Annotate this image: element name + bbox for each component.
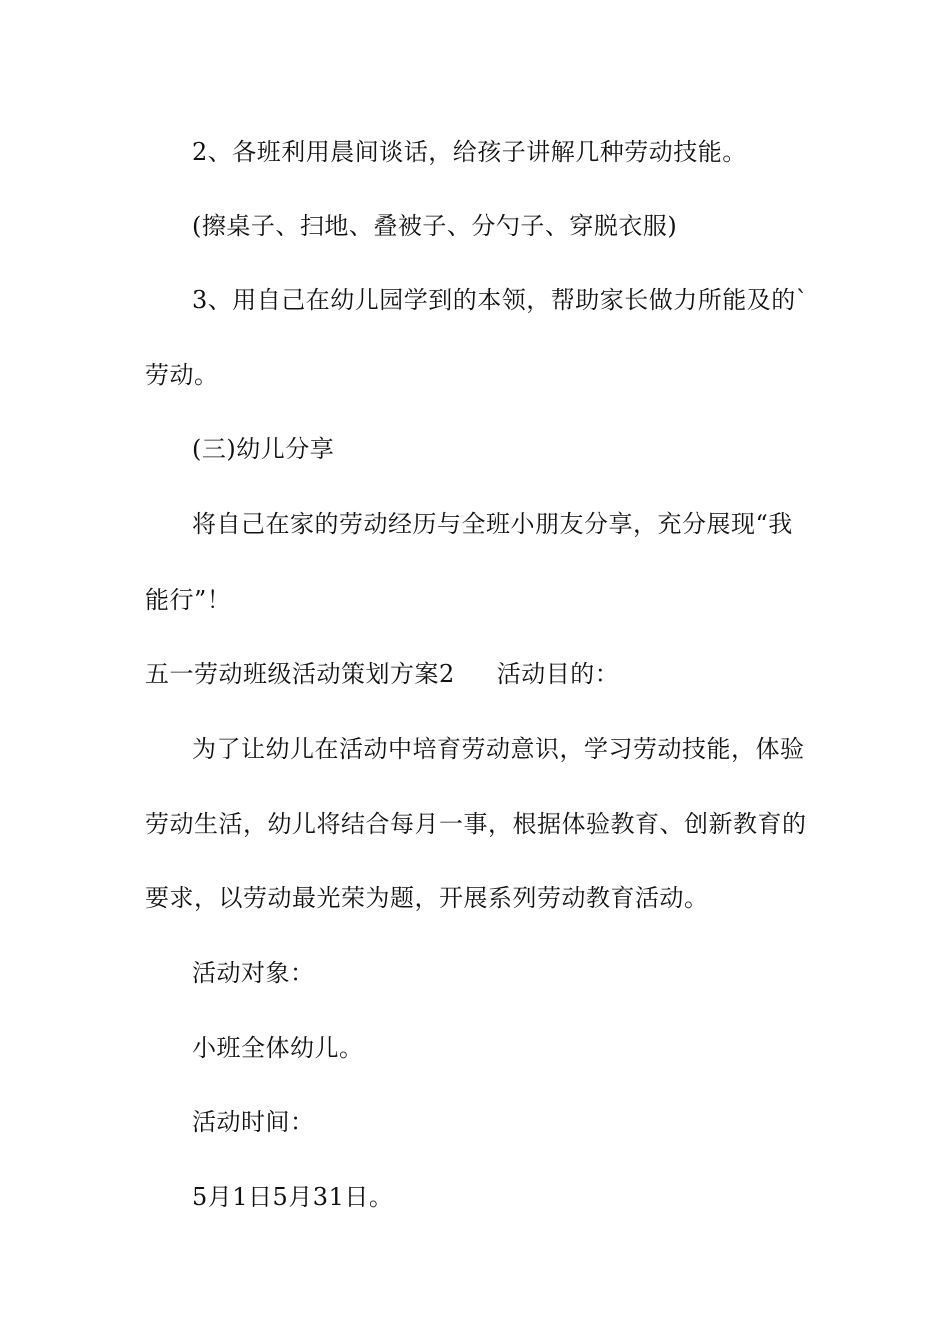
paragraph-line: 3、用自己在幼儿园学到的本领，帮助家长做力所能及的` xyxy=(192,286,809,314)
paragraph-line: 小班全体幼儿。 xyxy=(192,1034,364,1062)
paragraph-line: 5月1日5月31日。 xyxy=(192,1183,394,1211)
paragraph-line: 能行”！ xyxy=(145,586,232,614)
paragraph-line: (三)幼儿分享 xyxy=(192,435,335,463)
paragraph-line: (擦桌子、扫地、叠被子、分勺子、穿脱衣服) xyxy=(192,212,678,240)
paragraph-line: 活动对象： xyxy=(192,959,315,987)
paragraph-line: 劳动生活，幼儿将结合每月一事，根据体验教育、创新教育的 xyxy=(145,810,807,838)
paragraph-line: 劳动。 xyxy=(145,361,219,389)
paragraph-line: 要求，以劳动最光荣为题，开展系列劳动教育活动。 xyxy=(145,884,709,912)
paragraph-line: 2、各班利用晨间谈话，给孩子讲解几种劳动技能。 xyxy=(192,138,747,166)
section-title: 五一劳动班级活动策划方案2 xyxy=(145,660,455,688)
section-heading xyxy=(145,658,815,690)
paragraph-line: 为了让幼儿在活动中培育劳动意识，学习劳动技能，体验 xyxy=(192,735,805,763)
paragraph-line: 活动时间： xyxy=(192,1108,315,1136)
section-subtitle: 活动目的： xyxy=(496,660,620,688)
paragraph-line: 将自己在家的劳动经历与全班小朋友分享，充分展现“我 xyxy=(192,510,793,538)
